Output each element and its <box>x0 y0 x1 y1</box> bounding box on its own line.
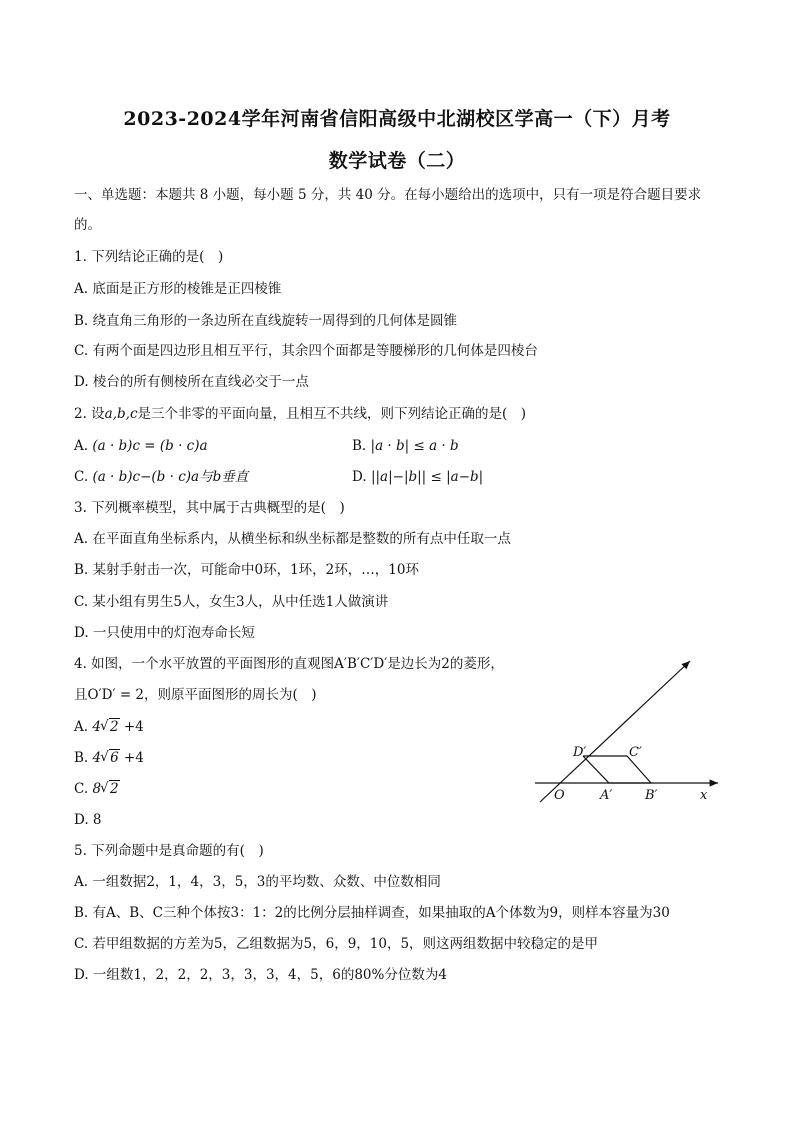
q2-option-b-expr: |a · b| ≤ a · b <box>370 438 459 454</box>
q4-option-a-coef: 4 <box>92 719 101 735</box>
q2-option-d <box>352 468 483 486</box>
q5-stem: 5. 下列命题中是真命题的有( ) <box>74 843 264 859</box>
q3-option-c: C. 某小组有男生5人，女生3人，从中任选1人做演讲 <box>74 594 389 610</box>
q4-option-a-radicand: 2 <box>109 719 119 735</box>
q2-option-c <box>74 468 248 486</box>
label-c-prime: C′ <box>629 745 642 760</box>
q2-option-d-expr: ||a|−|b|| ≤ |a−b| <box>370 469 484 485</box>
q4-option-b-radicand: 6 <box>110 750 119 766</box>
q4-stem-line2: 且O′D′ = 2，则原平面图形的周长为( ) <box>74 687 317 703</box>
q4-option-c-coef: 8 <box>92 781 102 797</box>
section-intro-cont: 的。 <box>74 217 101 233</box>
q1-option-c: C. 有两个面是四边形且相互平行，其余四个面都是等腰梯形的几何体是四棱台 <box>74 343 538 359</box>
label-d-prime: D′ <box>573 745 587 760</box>
q4-option-b-post: +4 <box>119 750 144 766</box>
q4-option-b-label: B. <box>74 750 93 766</box>
q2-stem-post: 是三个非零的平面向量，且相互不共线，则下列结论正确的是( ) <box>137 406 527 422</box>
label-o: O <box>554 788 565 803</box>
q5-option-d: D. 一组数1，2，2，2，3，3，3，4，5，6的80%分位数为4 <box>74 967 447 983</box>
q1-option-b: B. 绕直角三角形的一条边所在直线旋转一周得到的几何体是圆锥 <box>74 313 458 329</box>
rhombus-outline <box>583 756 651 783</box>
q3-option-a: A. 在平面直角坐标系内，从横坐标和纵坐标都是整数的所有点中任取一点 <box>74 531 511 547</box>
y-prime-axis <box>540 661 690 802</box>
q2-stem-vectors: a,b,c <box>104 406 138 422</box>
q3-option-b: B. 某射手射击一次，可能命中0环，1环，2环，…，10环 <box>74 562 419 578</box>
q2-stem <box>74 405 526 423</box>
q5-option-a: A. 一组数据2，1，4，3，5，3的平均数、众数、中位数相同 <box>74 874 441 890</box>
q4-option-a-post: +4 <box>119 719 144 735</box>
exam-title-line2: 数学试卷（二） <box>328 150 466 172</box>
q2-option-a <box>74 437 208 455</box>
q4-option-b-coef: 4 <box>92 750 102 766</box>
q4-figure <box>530 650 730 810</box>
q4-option-c-label: C. <box>74 781 93 797</box>
label-b-prime: B′ <box>645 788 658 803</box>
q5-option-b: B. 有A、B、C三种个体按3：1：2的比例分层抽样调查，如果抽取的A个体数为9，则样本容量为30 <box>74 905 670 921</box>
q2-stem-pre: 2. 设 <box>74 406 105 422</box>
q2-option-b-label: B. <box>352 438 371 454</box>
q5-option-c: C. 若甲组数据的方差为5，乙组数据为5，6，9，10，5，则这两组数据中较稳定的是甲 <box>74 936 599 952</box>
label-x: x <box>700 788 708 803</box>
q3-stem: 3. 下列概率模型，其中属于古典概型的是( ) <box>74 500 345 516</box>
section-intro: 一、单选题：本题共 8 小题，每小题 5 分，共 40 分。在每小题给出的选项中，只有一项是符合题目要求 <box>74 187 702 203</box>
q1-option-d: D. 棱台的所有侧棱所在直线必交于一点 <box>74 374 309 390</box>
q2-option-c-label: C. <box>74 469 93 485</box>
q3-option-d: D. 一只使用中的灯泡寿命长短 <box>74 625 255 641</box>
q2-option-b <box>352 437 459 455</box>
q1-option-a: A. 底面是正方形的棱锥是正四棱锥 <box>74 281 282 297</box>
q4-option-a-label: A. <box>74 719 93 735</box>
q4-stem-line1: 4. 如图，一个水平放置的平面图形的直观图A′B′C′D′是边长为2的菱形， <box>74 656 504 672</box>
q2-option-a-expr: (a · b)c = (b · c)a <box>92 438 208 454</box>
q2-option-d-label: D. <box>352 469 371 485</box>
q4-option-d: D. 8 <box>74 812 102 828</box>
q2-option-c-expr: (a · b)c−(b · c)a与b垂直 <box>92 469 249 485</box>
exam-title-line1: 2023-2024学年河南省信阳高级中北湖校区学高一（下）月考 <box>123 108 671 130</box>
q4-option-a <box>74 718 144 736</box>
q4-option-b <box>74 749 144 767</box>
q4-option-c <box>74 780 120 798</box>
q4-option-c-radicand: 2 <box>110 781 119 797</box>
label-a-prime: A′ <box>600 788 613 803</box>
q2-option-a-label: A. <box>74 438 93 454</box>
q1-stem: 1. 下列结论正确的是( ) <box>74 249 224 265</box>
